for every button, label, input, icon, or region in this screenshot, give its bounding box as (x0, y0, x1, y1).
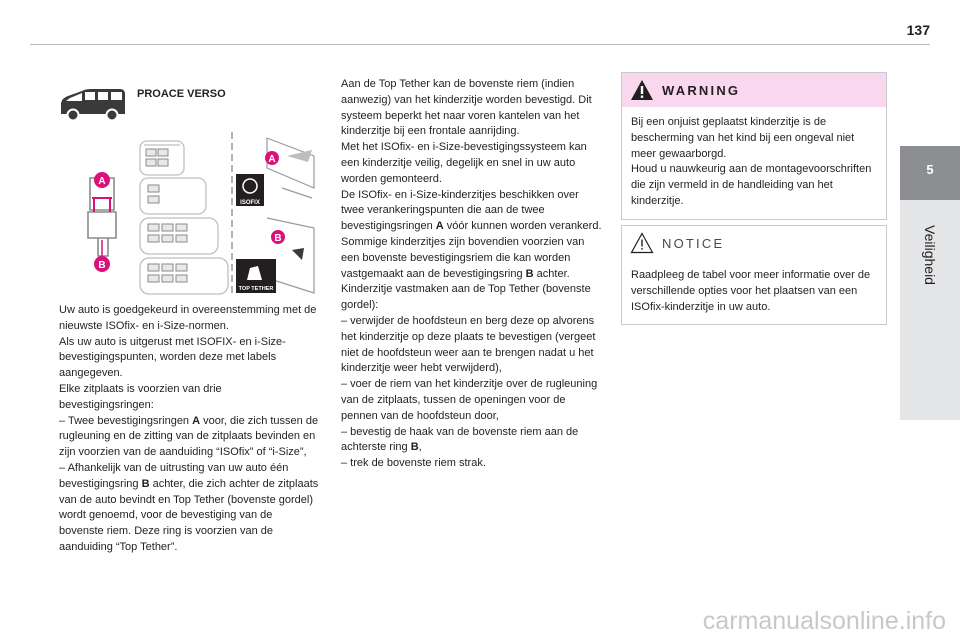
warning-box (621, 72, 887, 220)
ring-b-bullet: – Afhankelijk van de uitrusting van uw auto één bevestigingsring B achter, die zich achter de zitplaats van de auto bevindt en Top Tether (bovenste gordel) wordt genoemd, voor de bevestiging van de bovenste riem. Deze ring is voorzien van de aanduiding “Top Tether”. (59, 461, 319, 553)
watermark: carmanualsonline.info (702, 607, 946, 635)
intro-paragraph: Elke zitplaats is voorzien van drie bevestigingsringen: (59, 382, 222, 411)
body-paragraph: Kinderzitje vastmaken aan de Top Tether (bovenste gordel): (341, 283, 591, 312)
body-paragraph: Aan de Top Tether kan de bovenste riem (indien aanwezig) van het kinderzitje worden bevestigd. Dit systeem beperkt het naar voren kantelen van het kinderzitje bij een frontale aanrijding. (341, 78, 592, 138)
seat-layout-diagram (82, 128, 322, 300)
notice-triangle-icon (630, 232, 654, 254)
step-bullet: – voer de riem van het kinderzitje over de rugleuning van de zitplaats, tussen de openingen voor de pennen van de hoofdsteun door, (341, 378, 598, 422)
notice-text: Raadpleeg de tabel voor meer informatie over de verschillende opties voor het plaatsen van een ISOfix-kinderzitje in uw auto. (631, 269, 871, 313)
notice-title: NOTICE (662, 236, 725, 251)
intro-paragraph: Als uw auto is uitgerust met ISOFIX- en i-Size-bevestigingspunten, worden deze met labels aangegeven. (59, 335, 286, 380)
top-tether-badge-label: TOP TETHER (238, 286, 274, 292)
page-number: 137 (906, 22, 930, 38)
instructions-column (341, 77, 603, 472)
model-label: PROACE VERSO (137, 88, 226, 100)
chapter-title: Veiligheid (922, 225, 938, 285)
warning-text: Houd u nauwkeurig aan de montagevoorschriften die zijn vermeld in de handleiding van het kinderzitje. (631, 163, 872, 207)
header-rule (30, 44, 930, 45)
marker-b-right: B (274, 233, 282, 244)
notice-header (622, 226, 886, 260)
step-bullet: – trek de bovenste riem strak. (341, 457, 486, 470)
isofix-badge-label: ISOFIX (240, 200, 260, 206)
body-paragraph: De ISOfix- en i-Size-kinderzitjes beschikken over twee verankeringspunten die aan de twee bevestigingsringen A vóór kunnen worden verankerd. (341, 188, 602, 233)
body-paragraph: Met het ISOfix- en i-Size-bevestigingssysteem kan een kinderzitje veilig, degelijk en snel in uw auto worden gemonteerd. (341, 141, 587, 185)
warning-triangle-icon (630, 79, 654, 101)
body-paragraph: Sommige kinderzitjes zijn bovendien voorzien van een bovenste bevestigingsriem die kan worden vastgemaakt aan de bevestigingsring B achter. (341, 235, 585, 280)
warning-text: Bij een onjuist geplaatst kinderzitje is de bescherming van het kind bij een ongeval niet meer gewaarborgd. (631, 116, 855, 160)
ring-a-bullet: – Twee bevestigingsringen A voor, die zich tussen de rugleuning en de zitting van de zitplaats bevinden en zijn voorzien van de aanduiding “ISOfix” of “i-Size”, (59, 414, 319, 459)
step-bullet: – verwijder de hoofdsteun en berg deze op alvorens het kinderzitje op deze plaats te bevestigen (vergeet niet de hoofdsteun weer aan te brengen nadat u het kinderzitje weer hebt verwijderd), (341, 314, 596, 375)
notice-box (621, 225, 887, 325)
chapter-number: 5 (926, 162, 934, 177)
marker-a-left: A (98, 176, 106, 187)
step-bullet: – bevestig de haak van de bovenste riem aan de achterste ring B, (341, 425, 579, 454)
warning-title: WARNING (662, 83, 741, 98)
intro-column (59, 303, 319, 556)
chapter-tab[interactable] (900, 146, 960, 200)
marker-a-right: A (268, 154, 276, 165)
warning-header (622, 73, 886, 107)
intro-paragraph: Uw auto is goedgekeurd in overeenstemming met de nieuwste ISOfix- en i-Size-normen. (59, 304, 317, 332)
van-icon (58, 88, 128, 122)
marker-b-left: B (98, 260, 106, 271)
